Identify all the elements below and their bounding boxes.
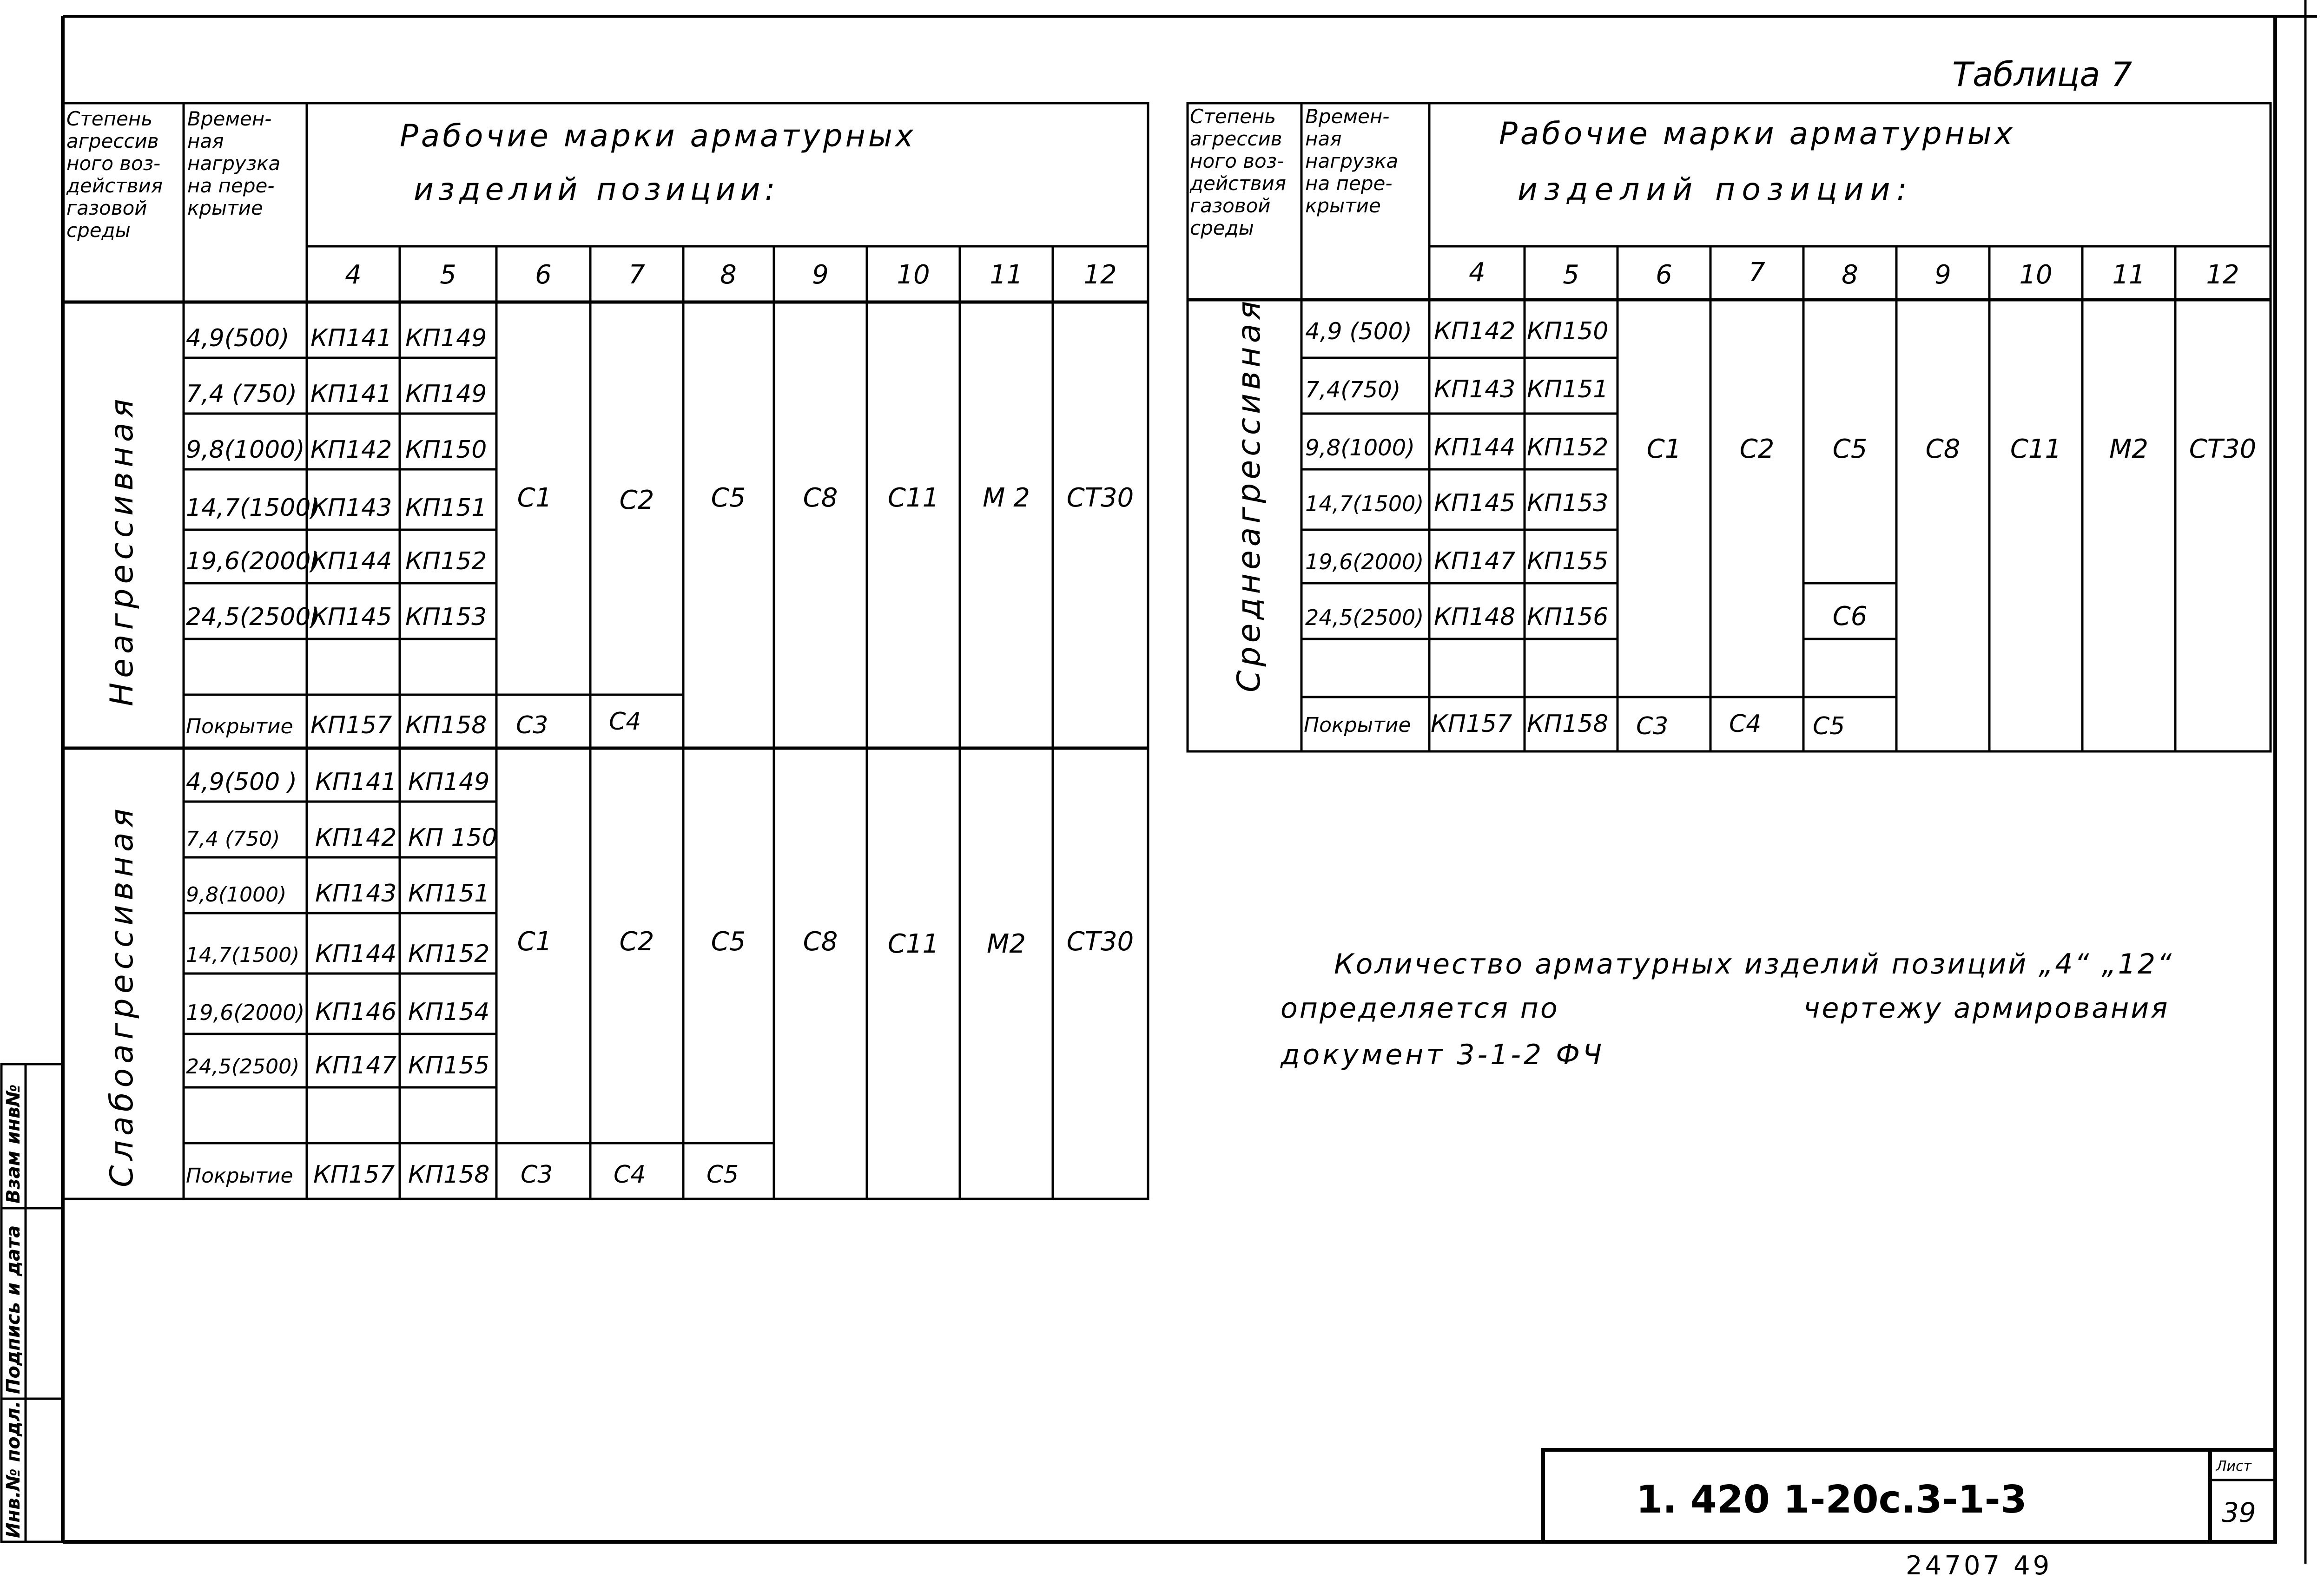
svg-text:агрессив: агрессив	[66, 130, 159, 152]
svg-text:КП144: КП144	[1434, 434, 1516, 461]
svg-text:КП157: КП157	[310, 711, 392, 739]
svg-text:Покрытие: Покрытие	[186, 715, 293, 738]
svg-text:КП152: КП152	[405, 547, 487, 575]
svg-text:С11: С11	[887, 929, 939, 959]
svg-text:5: 5	[440, 260, 456, 290]
right-cover-row	[1304, 710, 1845, 740]
svg-text:КП142: КП142	[310, 436, 392, 464]
svg-text:9: 9	[812, 260, 829, 290]
group-name-sredneagressivnaya: Среднеагрессивная	[1231, 297, 1268, 692]
svg-text:М2: М2	[2109, 434, 2148, 464]
svg-text:С5: С5	[706, 1161, 739, 1189]
svg-text:С11: С11	[2010, 434, 2062, 464]
svg-text:КП153: КП153	[405, 603, 487, 631]
svg-text:КП146: КП146	[315, 998, 397, 1026]
svg-text:Степень: Степень	[1190, 105, 1276, 128]
title-block	[1543, 1450, 2275, 1542]
svg-text:С3: С3	[1636, 712, 1669, 740]
svg-text:КП151: КП151	[408, 880, 490, 908]
svg-text:6: 6	[535, 260, 552, 290]
svg-text:газовой: газовой	[66, 197, 147, 219]
svg-text:КП153: КП153	[1527, 489, 1609, 517]
svg-text:19,6(2000): 19,6(2000)	[186, 547, 320, 575]
svg-text:С4: С4	[1729, 710, 1762, 738]
svg-text:КП151: КП151	[405, 494, 487, 522]
svg-text:КП158: КП158	[405, 711, 487, 739]
svg-text:КП141: КП141	[310, 324, 392, 352]
svg-text:4,9(500 ): 4,9(500 )	[186, 768, 297, 796]
svg-text:С8: С8	[803, 483, 838, 513]
svg-text:СТ30: СТ30	[1066, 483, 1134, 513]
svg-text:КП147: КП147	[315, 1052, 397, 1079]
svg-text:ная: ная	[1305, 127, 1342, 150]
svg-text:С2: С2	[1739, 434, 1775, 464]
svg-text:КП149: КП149	[405, 324, 487, 352]
bottom-number: 24707 49	[1906, 1551, 2053, 1579]
svg-text:КП141: КП141	[315, 768, 397, 796]
svg-text:КП158: КП158	[408, 1161, 490, 1189]
svg-text:С4: С4	[609, 708, 641, 736]
svg-text:14,7(1500): 14,7(1500)	[1305, 491, 1424, 516]
svg-text:М 2: М 2	[983, 483, 1030, 513]
svg-text:КП144: КП144	[310, 547, 392, 575]
svg-text:С2: С2	[619, 485, 654, 515]
svg-text:КП149: КП149	[405, 380, 487, 408]
svg-text:КП157: КП157	[313, 1161, 395, 1189]
svg-text:С5: С5	[1832, 434, 1868, 464]
svg-text:С3: С3	[521, 1161, 553, 1189]
svg-text:5: 5	[1563, 260, 1579, 290]
svg-text:7: 7	[1749, 257, 1765, 288]
left-table	[63, 103, 1148, 1199]
svg-text:С8: С8	[1925, 434, 1961, 464]
right-table	[1188, 103, 2271, 751]
svg-text:Времен-: Времен-	[1305, 105, 1390, 128]
svg-text:газовой: газовой	[1190, 194, 1271, 217]
svg-text:7,4(750): 7,4(750)	[1305, 377, 1401, 403]
side-stamp-vzam-inv: Взам инв№	[3, 1084, 24, 1204]
svg-text:Степень: Степень	[66, 107, 153, 130]
svg-text:СТ30: СТ30	[2189, 434, 2257, 464]
group2-cover-row	[186, 1161, 739, 1189]
svg-text:КП152: КП152	[408, 940, 490, 968]
svg-text:4,9(500): 4,9(500)	[186, 324, 290, 352]
note-line1: Количество арматурных изделий позиций „4“ „12“	[1334, 948, 2174, 980]
svg-text:11: 11	[2112, 260, 2146, 290]
svg-text:КП151: КП151	[1527, 375, 1609, 403]
note-line2b: чертежу армирования	[1803, 992, 2170, 1025]
svg-text:КП148: КП148	[1434, 603, 1516, 631]
svg-text:4: 4	[1469, 257, 1486, 288]
svg-text:12: 12	[2206, 260, 2239, 290]
svg-text:нагрузка: нагрузка	[187, 152, 281, 175]
svg-text:КП152: КП152	[1527, 434, 1609, 461]
svg-text:КП158: КП158	[1527, 710, 1609, 738]
svg-text:Покрытие: Покрытие	[186, 1164, 293, 1188]
svg-text:КП150: КП150	[1527, 317, 1609, 345]
svg-text:КП143: КП143	[310, 494, 392, 522]
svg-text:9: 9	[1934, 260, 1951, 290]
svg-text:ного воз-: ного воз-	[1190, 150, 1284, 172]
svg-text:на пере-: на пере-	[1305, 172, 1393, 195]
left-header-degree	[66, 107, 163, 242]
svg-text:КП147: КП147	[1434, 547, 1516, 575]
svg-text:7,4 (750): 7,4 (750)	[186, 827, 280, 851]
svg-text:действия: действия	[66, 174, 163, 197]
svg-text:9,8(1000): 9,8(1000)	[1305, 435, 1415, 461]
svg-text:КП142: КП142	[1434, 317, 1516, 345]
left-header-load	[187, 107, 280, 219]
svg-text:С1: С1	[1646, 434, 1682, 464]
svg-text:КП156: КП156	[1527, 603, 1609, 631]
svg-text:С3: С3	[516, 711, 548, 739]
svg-text:9,8(1000): 9,8(1000)	[186, 436, 305, 464]
svg-text:12: 12	[1083, 260, 1117, 290]
svg-text:КП145: КП145	[1434, 489, 1516, 517]
table-title: Таблица 7	[1952, 55, 2133, 94]
svg-text:КП143: КП143	[1434, 375, 1516, 403]
svg-text:КП155: КП155	[1527, 547, 1609, 575]
right-header-load	[1305, 105, 1398, 217]
svg-text:КП142: КП142	[315, 824, 397, 852]
svg-text:4: 4	[345, 260, 362, 290]
svg-text:крытие: крытие	[187, 197, 263, 219]
right-header-degree	[1189, 105, 1286, 239]
svg-text:24,5(2500): 24,5(2500)	[186, 603, 320, 631]
left-header-positions	[345, 260, 1116, 290]
svg-text:9,8(1000): 9,8(1000)	[186, 883, 287, 907]
sheet-label: Лист	[2216, 1458, 2252, 1474]
svg-text:ная: ная	[187, 130, 224, 152]
group2-spans	[517, 927, 1134, 959]
svg-text:11: 11	[990, 260, 1023, 290]
svg-text:10: 10	[2019, 260, 2053, 290]
svg-text:С4: С4	[614, 1161, 646, 1189]
side-stamp-podpis-data: Подпись и дата	[3, 1225, 24, 1394]
svg-text:24,5(2500): 24,5(2500)	[1305, 605, 1424, 630]
svg-text:14,7(1500): 14,7(1500)	[186, 943, 300, 967]
group1-spans	[517, 483, 1134, 515]
left-header-marks-line2: изделий позиции:	[414, 171, 780, 207]
group-name-slaboagressivnaya: Слабоагрессивная	[104, 804, 140, 1187]
svg-text:Покрытие: Покрытие	[1304, 713, 1411, 737]
svg-text:среды: среды	[66, 219, 131, 242]
svg-text:С8: С8	[803, 927, 838, 957]
svg-text:КП145: КП145	[310, 603, 392, 631]
sheet-number: 39	[2222, 1497, 2256, 1528]
svg-text:нагрузка: нагрузка	[1305, 150, 1399, 172]
svg-text:С1: С1	[517, 927, 552, 957]
right-header-marks-line2: изделий позиции:	[1518, 171, 1914, 207]
svg-text:14,7(1500): 14,7(1500)	[186, 494, 320, 522]
group1-rows	[186, 324, 487, 631]
right-header-marks-line1: Рабочие марки арматурных	[1499, 116, 2015, 151]
svg-text:6: 6	[1656, 260, 1672, 290]
svg-text:С11: С11	[887, 483, 939, 513]
svg-text:10: 10	[897, 260, 930, 290]
side-stamp-inv-podl: Инв.№ подл.	[3, 1401, 24, 1538]
svg-text:М2: М2	[987, 929, 1026, 959]
svg-text:Времен-: Времен-	[187, 107, 272, 130]
note	[1280, 948, 2173, 1071]
svg-text:19,6(2000): 19,6(2000)	[186, 1000, 305, 1025]
svg-text:7,4 (750): 7,4 (750)	[186, 380, 297, 408]
svg-text:КП150: КП150	[405, 436, 487, 464]
svg-text:С1: С1	[517, 483, 552, 513]
svg-text:8: 8	[720, 260, 737, 290]
svg-text:агрессив: агрессив	[1190, 127, 1282, 150]
svg-text:8: 8	[1842, 260, 1858, 290]
svg-text:4,9 (500): 4,9 (500)	[1305, 318, 1412, 345]
group1-cover-row	[186, 708, 641, 739]
svg-text:действия: действия	[1190, 172, 1287, 195]
svg-text:24,5(2500): 24,5(2500)	[186, 1055, 300, 1079]
svg-text:КП144: КП144	[315, 940, 397, 968]
document-code: 1. 420 1-20с.3-1-3	[1636, 1478, 2027, 1522]
svg-text:С6: С6	[1832, 601, 1868, 632]
svg-text:С5: С5	[1813, 712, 1845, 740]
svg-text:СТ30: СТ30	[1066, 927, 1134, 957]
svg-text:КП149: КП149	[408, 768, 490, 796]
note-line2a: определяется по	[1281, 992, 1559, 1025]
svg-text:среды: среды	[1190, 217, 1254, 239]
right-header-positions	[1469, 257, 2239, 290]
group-name-neagressivnaya: Неагрессивная	[104, 394, 140, 706]
svg-text:С5: С5	[711, 483, 746, 513]
svg-text:С5: С5	[711, 927, 746, 957]
svg-text:КП157: КП157	[1431, 710, 1512, 738]
svg-text:КП 150: КП 150	[408, 824, 497, 852]
svg-text:С2: С2	[619, 927, 654, 957]
svg-text:КП155: КП155	[408, 1052, 490, 1079]
svg-text:7: 7	[628, 260, 645, 290]
note-line3: документ 3-1-2 ФЧ	[1281, 1039, 1605, 1071]
svg-text:ного воз-: ного воз-	[66, 152, 161, 175]
svg-text:КП141: КП141	[310, 380, 392, 408]
svg-text:19,6(2000): 19,6(2000)	[1305, 549, 1424, 574]
svg-text:на пере-: на пере-	[187, 174, 275, 197]
left-header-marks-line1: Рабочие марки арматурных	[400, 118, 916, 154]
svg-text:КП154: КП154	[408, 998, 490, 1026]
svg-text:крытие: крытие	[1305, 194, 1381, 217]
side-stamp	[1, 1064, 63, 1542]
svg-text:КП143: КП143	[315, 880, 397, 908]
right-group-spans	[1647, 434, 2257, 632]
